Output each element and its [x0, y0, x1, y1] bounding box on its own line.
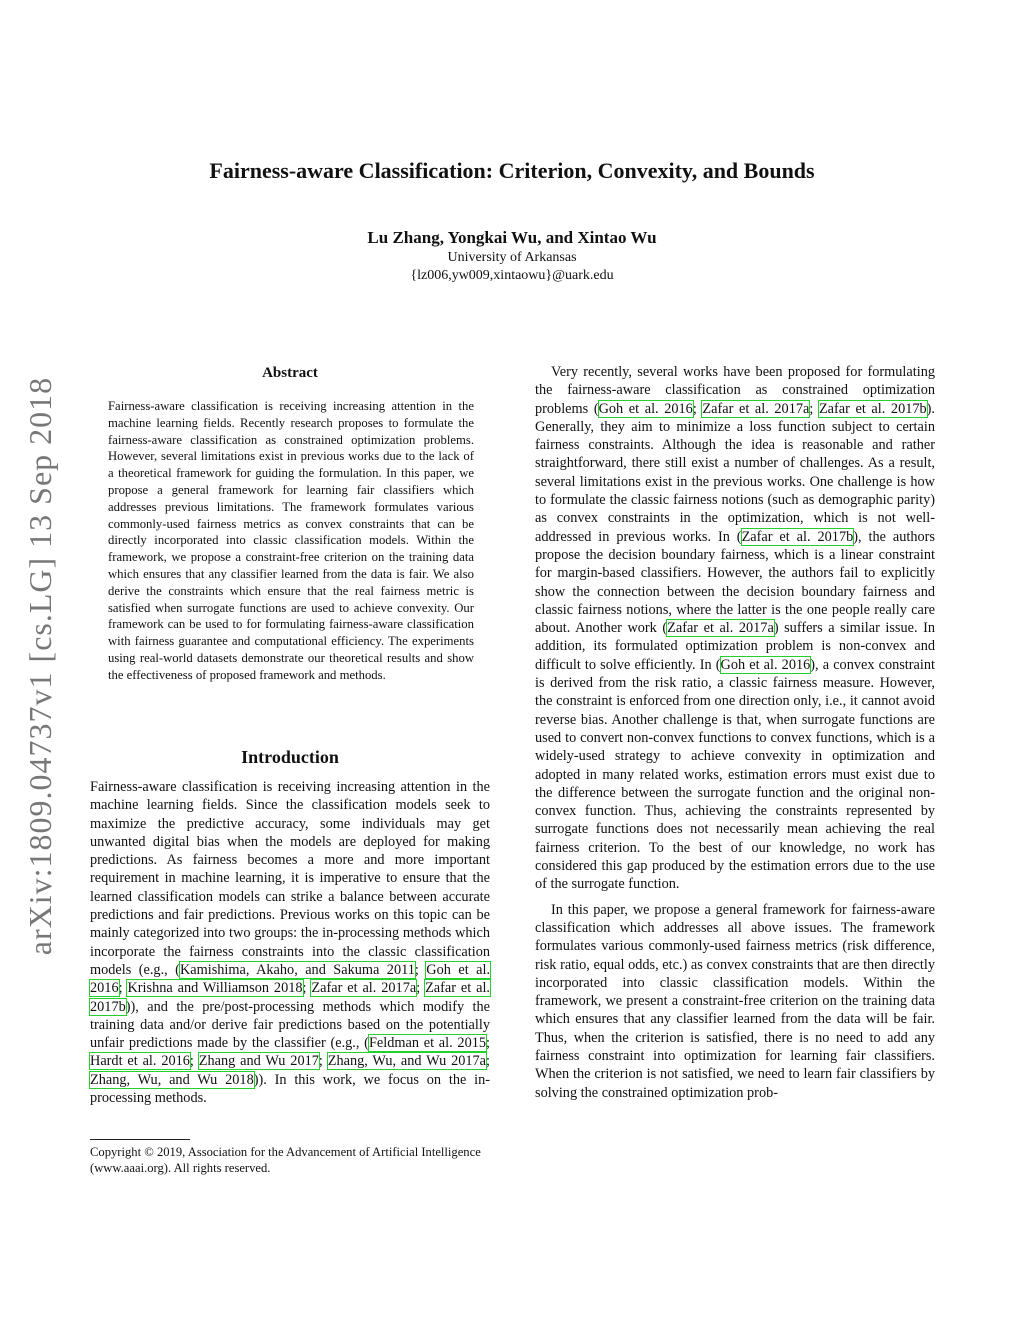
- introduction-heading: Introduction: [241, 747, 339, 767]
- citation-link[interactable]: Zafar et al. 2017a: [311, 980, 417, 997]
- footnote-rule: [90, 1139, 190, 1140]
- arxiv-identifier: arXiv:1809.04737v1 [cs.LG] 13 Sep 2018: [22, 376, 58, 956]
- citation-link[interactable]: Zhang and Wu 2017: [198, 1053, 319, 1070]
- citation-link[interactable]: Goh et al. 2016: [90, 961, 491, 997]
- abstract-heading: Abstract: [262, 365, 318, 381]
- citation-link[interactable]: Zafar et al. 2017b: [90, 980, 491, 1015]
- citation-link[interactable]: Hardt et al. 2016: [90, 1053, 190, 1070]
- citation-link[interactable]: Goh et al. 2016: [720, 656, 811, 673]
- citation-link[interactable]: Zafar et al. 2017a: [667, 620, 774, 637]
- citation-link[interactable]: Krishna and Williamson 2018: [127, 980, 303, 997]
- author-list: Lu Zhang, Yongkai Wu, and Xintao Wu: [367, 228, 657, 247]
- copyright-footnote: Copyright © 2019, Association for the Advancement of Artificial Intelligence (www.aaai.org). All rights reserved.: [90, 1145, 481, 1175]
- citation-link[interactable]: Feldman et al. 2015: [368, 1035, 487, 1052]
- citation-link[interactable]: Goh et al. 2016: [598, 400, 693, 417]
- introduction-paragraph: Fairness-aware classification is receiving increasing attention in the machine learning fields. Since the classification models seek to maximize the predictive accuracy, some individuals may get unwanted digital bias when the models are deployed for making predictions. As fairness becomes a more and more important requirement in machine learning, it is imperative to ensure that the learned classification models can strike a balance between accurate predictions and fair predictions. Previous works on this topic can be mainly categorized into two groups: the in-processing methods which incorporate the fairness constraints into the classic classification models (e.g., (Kamishima, Akaho, and Sakuma 2011; Goh et al. 2016; Krishna and Williamson 2018; Zafar et al. 2017a; Zafar et al. 2017b)), and the pre/post-processing methods which modify the training data and/or derive fair predictions based on the potentially unfair predictions made by the classifier (e.g., (Feldman et al. 2015; Hardt et al. 2016; Zhang and Wu 2017; Zhang, Wu, and Wu 2017a; Zhang, Wu, and Wu 2018)). In this work, we focus on the in-processing methods.: [90, 779, 491, 1107]
- citation-link[interactable]: Zafar et al. 2017b: [741, 528, 854, 545]
- citation-link[interactable]: Zafar et al. 2017a: [702, 400, 810, 417]
- author-email: {lz006,yw009,xintaowu}@uark.edu: [410, 268, 614, 283]
- affiliation: University of Arkansas: [447, 250, 577, 265]
- right-paragraph-2: In this paper, we propose a general framework for fairness-aware classification which addresses all above issues. The framework formulates various commonly-used fairness metrics (risk difference, risk ratio, equal odds, etc.) as convex constraints that are then directly incorporated into classic classification models. Within the framework, we present a constraint-free criterion on the training data which ensures that any classifier learned from the data will be fair. Thus, when the criterion is satisfied, there is no need to add any fairness constraint into optimization for learning fair classifiers. When the criterion is not satisfied, we need to learn fair classifiers by solving the constrained optimization prob-: [535, 901, 935, 1101]
- paper-title: Fairness-aware Classification: Criterion, Convexity, and Bounds: [209, 158, 815, 183]
- citation-link[interactable]: Zhang, Wu, and Wu 2018: [90, 1071, 254, 1088]
- citation-link[interactable]: Zafar et al. 2017b: [818, 400, 927, 417]
- right-paragraph-1: Very recently, several works have been proposed for formulating the fairness-aware classification as constrained optimization problems (Goh et al. 2016; Zafar et al. 2017a; Zafar et al. 2017b). Generally, they aim to minimize a loss function subject to certain fairness constraints. Although the idea is reasonable and rather straightforward, there still exist a number of challenges. As a result, several limitations exist in the previous works. One challenge is how to formulate the classic fairness notions (such as demographic parity) as convex constraints in the optimization, which is not well-addressed in previous works. In (Zafar et al. 2017b), the authors propose the decision boundary fairness, which is a linear constraint for margin-based classifiers. However, the authors fail to explicitly show the connection between the decision boundary fairness and classic fairness notions, where the latter is the one people really care about. Another work (Zafar et al. 2017a) suffers a similar issue. In addition, its formulated optimization problem is non-convex and difficult to solve efficiently. In (Goh et al. 2016), a convex constraint is derived from the risk ratio, a classic fairness measure. However, the constraint is enforced from one direction only, i.e., it cannot avoid reverse bias. Another challenge is that, when surrogate functions are used to convert non-convex functions to convex functions, which is a widely-used strategy to achieve convexity in optimization and adopted in many related works, estimation errors must exist due to the difference between the surrogate function and the original non-convex function. Thus, achieving the constraints represented by surrogate functions does not necessarily mean achieving the real fairness criterion. To the best of our knowledge, no work has considered this gap produced by the estimation errors due to the use of the surrogate function.: [535, 364, 936, 893]
- right-column: [535, 363, 935, 1102]
- citation-link[interactable]: Zhang, Wu, and Wu 2017a: [327, 1053, 487, 1070]
- abstract-text: Fairness-aware classification is receiving increasing attention in the machine learning fields. Recently research proposes to formulate the fairness-aware classification as constrained optimization problems. However, several limitations exist in previous works due to the lack of a theoretical framework for guiding the formulation. In this paper, we propose a general framework for learning fair classifiers which addresses previous limitations. The framework formulates various commonly-used fairness metrics as convex constraints that can be directly incorporated into classic classification models. Within the framework, we propose a constraint-free criterion on the training data which ensures that any classifier learned from the data is fair. We also derive the constraints which ensure that the real fairness metric is satisfied when surrogate functions are used to achieve convexity. Our framework can be used to for formulating fairness-aware classification with fairness guarantee and computational efficiency. The experiments using real-world datasets demonstrate our theoretical results and show the effectiveness of proposed framework and methods.: [108, 399, 474, 682]
- citation-link[interactable]: Kamishima, Akaho, and Sakuma 2011: [179, 961, 415, 978]
